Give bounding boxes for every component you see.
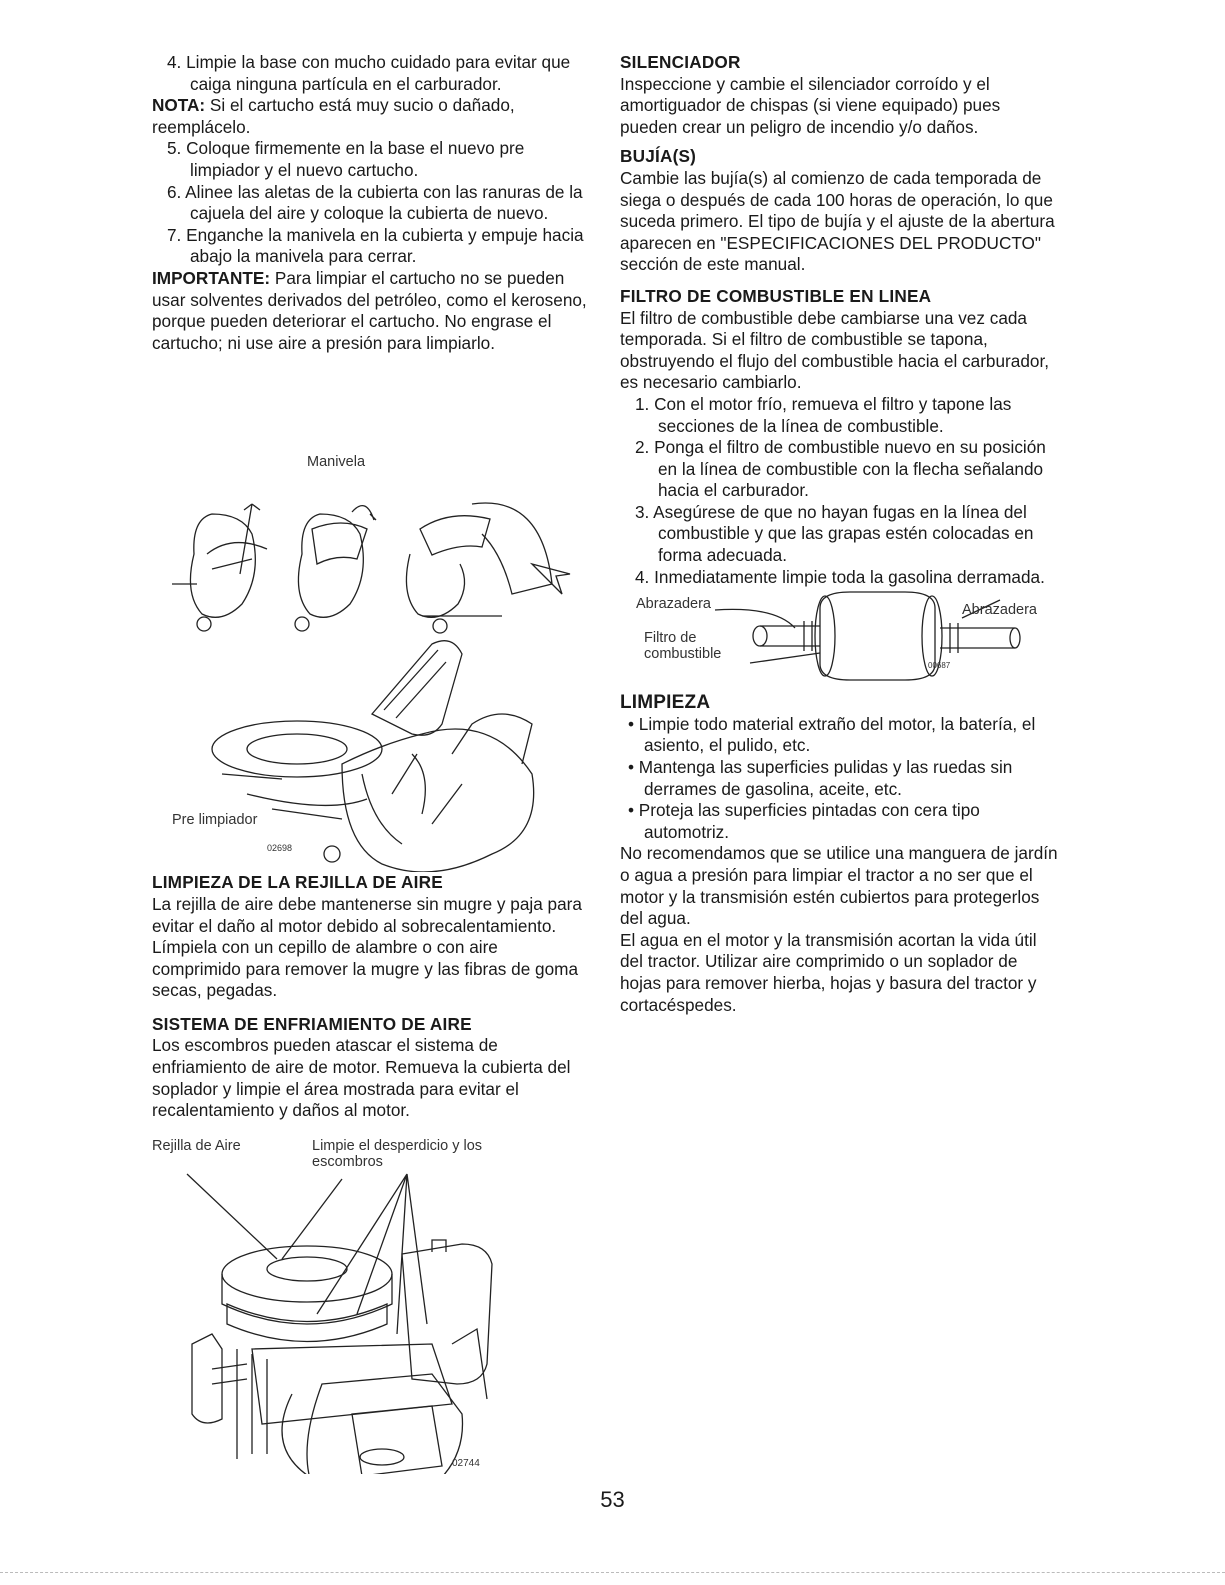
cleaning-heading: LIMPIEZA	[620, 692, 711, 714]
engine-figure	[152, 1134, 588, 1474]
step-7: 7. Enganche la manivela en la cubierta y empuje hacia abajo la manivela para cerrar.	[167, 224, 584, 267]
cleaning-text-1: No recomendamos que se utilice una manguera de jardín o agua a presión para limpiar el tractor a no ser que el motor y la transmisión estén cubiertos para protegerlos del agua.	[620, 843, 1058, 929]
fuel-step-4: 4. Inmediatamente limpie toda la gasolina derramada.	[635, 566, 1045, 587]
figure-code-02744: 02744	[452, 1457, 480, 1469]
grille-text: La rejilla de aire debe mantenerse sin mugre y paja para evitar el daño al motor debido al sobrecalentamiento. Límpiela con un cepillo de alambre o con aire comprimido para remover la mugre y las fibras de goma secas, pegadas.	[152, 893, 582, 1001]
important-text: Para limpiar el cartucho no se pueden usar solventes derivados del petróleo, como el keroseno, porque pueden deteriorar el cartucho. No engrase el cartucho; ni use aire a presión para limpiarlo.	[152, 267, 587, 353]
cleaning-bullet-3: • Proteja las superficies pintadas con cera tipo automotriz.	[628, 800, 980, 842]
fuel-filter-figure	[620, 588, 1060, 688]
right-column	[620, 52, 1060, 1016]
page-bottom-rule	[0, 1572, 1225, 1573]
step-4: 4. Limpie la base con mucho cuidado para evitar que caiga ninguna partícula en el carburador.	[167, 52, 571, 94]
step-6: 6. Alinee las aletas de la cubierta con las ranuras de la cajuela del aire y coloque la cubierta de nuevo.	[167, 181, 583, 224]
precleaner-label: Pre limpiador	[172, 812, 258, 829]
page-number: 53	[600, 1487, 625, 1512]
clean-debris-label: Limpie el desperdicio y los escombros	[312, 1137, 483, 1170]
engine-illustration	[152, 1134, 588, 1474]
cleaning-bullet-1: • Limpie todo material extraño del motor, la batería, el asiento, el pulido, etc.	[628, 713, 1036, 756]
muffler-text: Inspeccione y cambie el silenciador corroído y el amortiguador de chispas (si viene equipado) pues pueden crear un peligro de incendio y/o daños.	[620, 73, 1001, 137]
air-grille-label: Rejilla de Aire	[152, 1137, 241, 1154]
left-column	[152, 52, 588, 1474]
step-5: 5. Coloque firmemente en la base el nuevo pre limpiador y el nuevo cartucho.	[167, 138, 525, 180]
air-filter-figure	[152, 354, 588, 872]
muffler-heading: SILENCIADOR	[620, 52, 741, 72]
cooling-heading: SISTEMA DE ENFRIAMIENTO DE AIRE	[152, 1013, 472, 1034]
note	[152, 95, 588, 138]
air-filter-illustration	[152, 354, 588, 872]
fuel-step-2: 2. Ponga el filtro de combustible nuevo en su posición en la línea de combustible con la flecha señalando hacia el carburador.	[635, 437, 1046, 501]
figure-code-00687: 00687	[928, 661, 951, 671]
cleaning-bullet-2: • Mantenga las superficies pulidas y las ruedas sin derrames de gasolina, aceite, etc.	[628, 757, 1013, 799]
grille-heading: LIMPIEZA DE LA REJILLA DE AIRE	[152, 872, 443, 893]
fuel-step-3: 3. Asegúrese de que no hayan fugas en la línea del combustible y que las grapas estén colocadas en forma adecuada.	[635, 501, 1034, 566]
spark-plug-text: Cambie las bujía(s) al comienzo de cada temporada de siega o después de cada 100 horas de operación, lo que suceda primero. El tipo de bujía y el ajuste de la abertura aparecen en "ESPECIFICACIONES DEL PRODUCTO" sección de este manual.	[620, 167, 1055, 275]
note-text: Si el cartucho está muy sucio o dañado, reemplácelo.	[152, 95, 515, 137]
fuel-filter-heading: FILTRO DE COMBUSTIBLE EN LINEA	[620, 285, 932, 306]
fuel-filter-label: Filtro de combustible	[644, 630, 722, 663]
clamp-left-label: Abrazadera	[636, 596, 711, 613]
important-note	[152, 268, 588, 354]
important-label: IMPORTANTE:	[152, 267, 271, 288]
note-label: NOTA:	[152, 95, 206, 116]
spark-plug-heading: BUJÍA(S)	[620, 146, 697, 167]
clamp-right-label: Abrazadera	[962, 602, 1037, 619]
figure-code-02698: 02698	[267, 843, 293, 854]
fuel-step-1: 1. Con el motor frío, remueva el filtro y tapone las secciones de la línea de combustible.	[635, 393, 1012, 436]
cooling-text: Los escombros pueden atascar el sistema de enfriamiento de aire de motor. Remueva la cubierta del soplador y limpie el área mostrada para evitar el recalentamiento y daños al motor.	[152, 1035, 571, 1121]
fuel-filter-text: El filtro de combustible debe cambiarse una vez cada temporada. Si el filtro de combustible se tapona, obstruyendo el flujo del combustible hacia el carburador, es necesario cambiarlo.	[620, 307, 1049, 393]
handle-label: Manivela	[307, 454, 366, 471]
cleaning-text-2: El agua en el motor y la transmisión acortan la vida útil del tractor. Utilizar aire comprimido o un soplador de hojas para remover hierba, hojas y basura del tractor y cortacéspedes.	[620, 929, 1037, 1015]
